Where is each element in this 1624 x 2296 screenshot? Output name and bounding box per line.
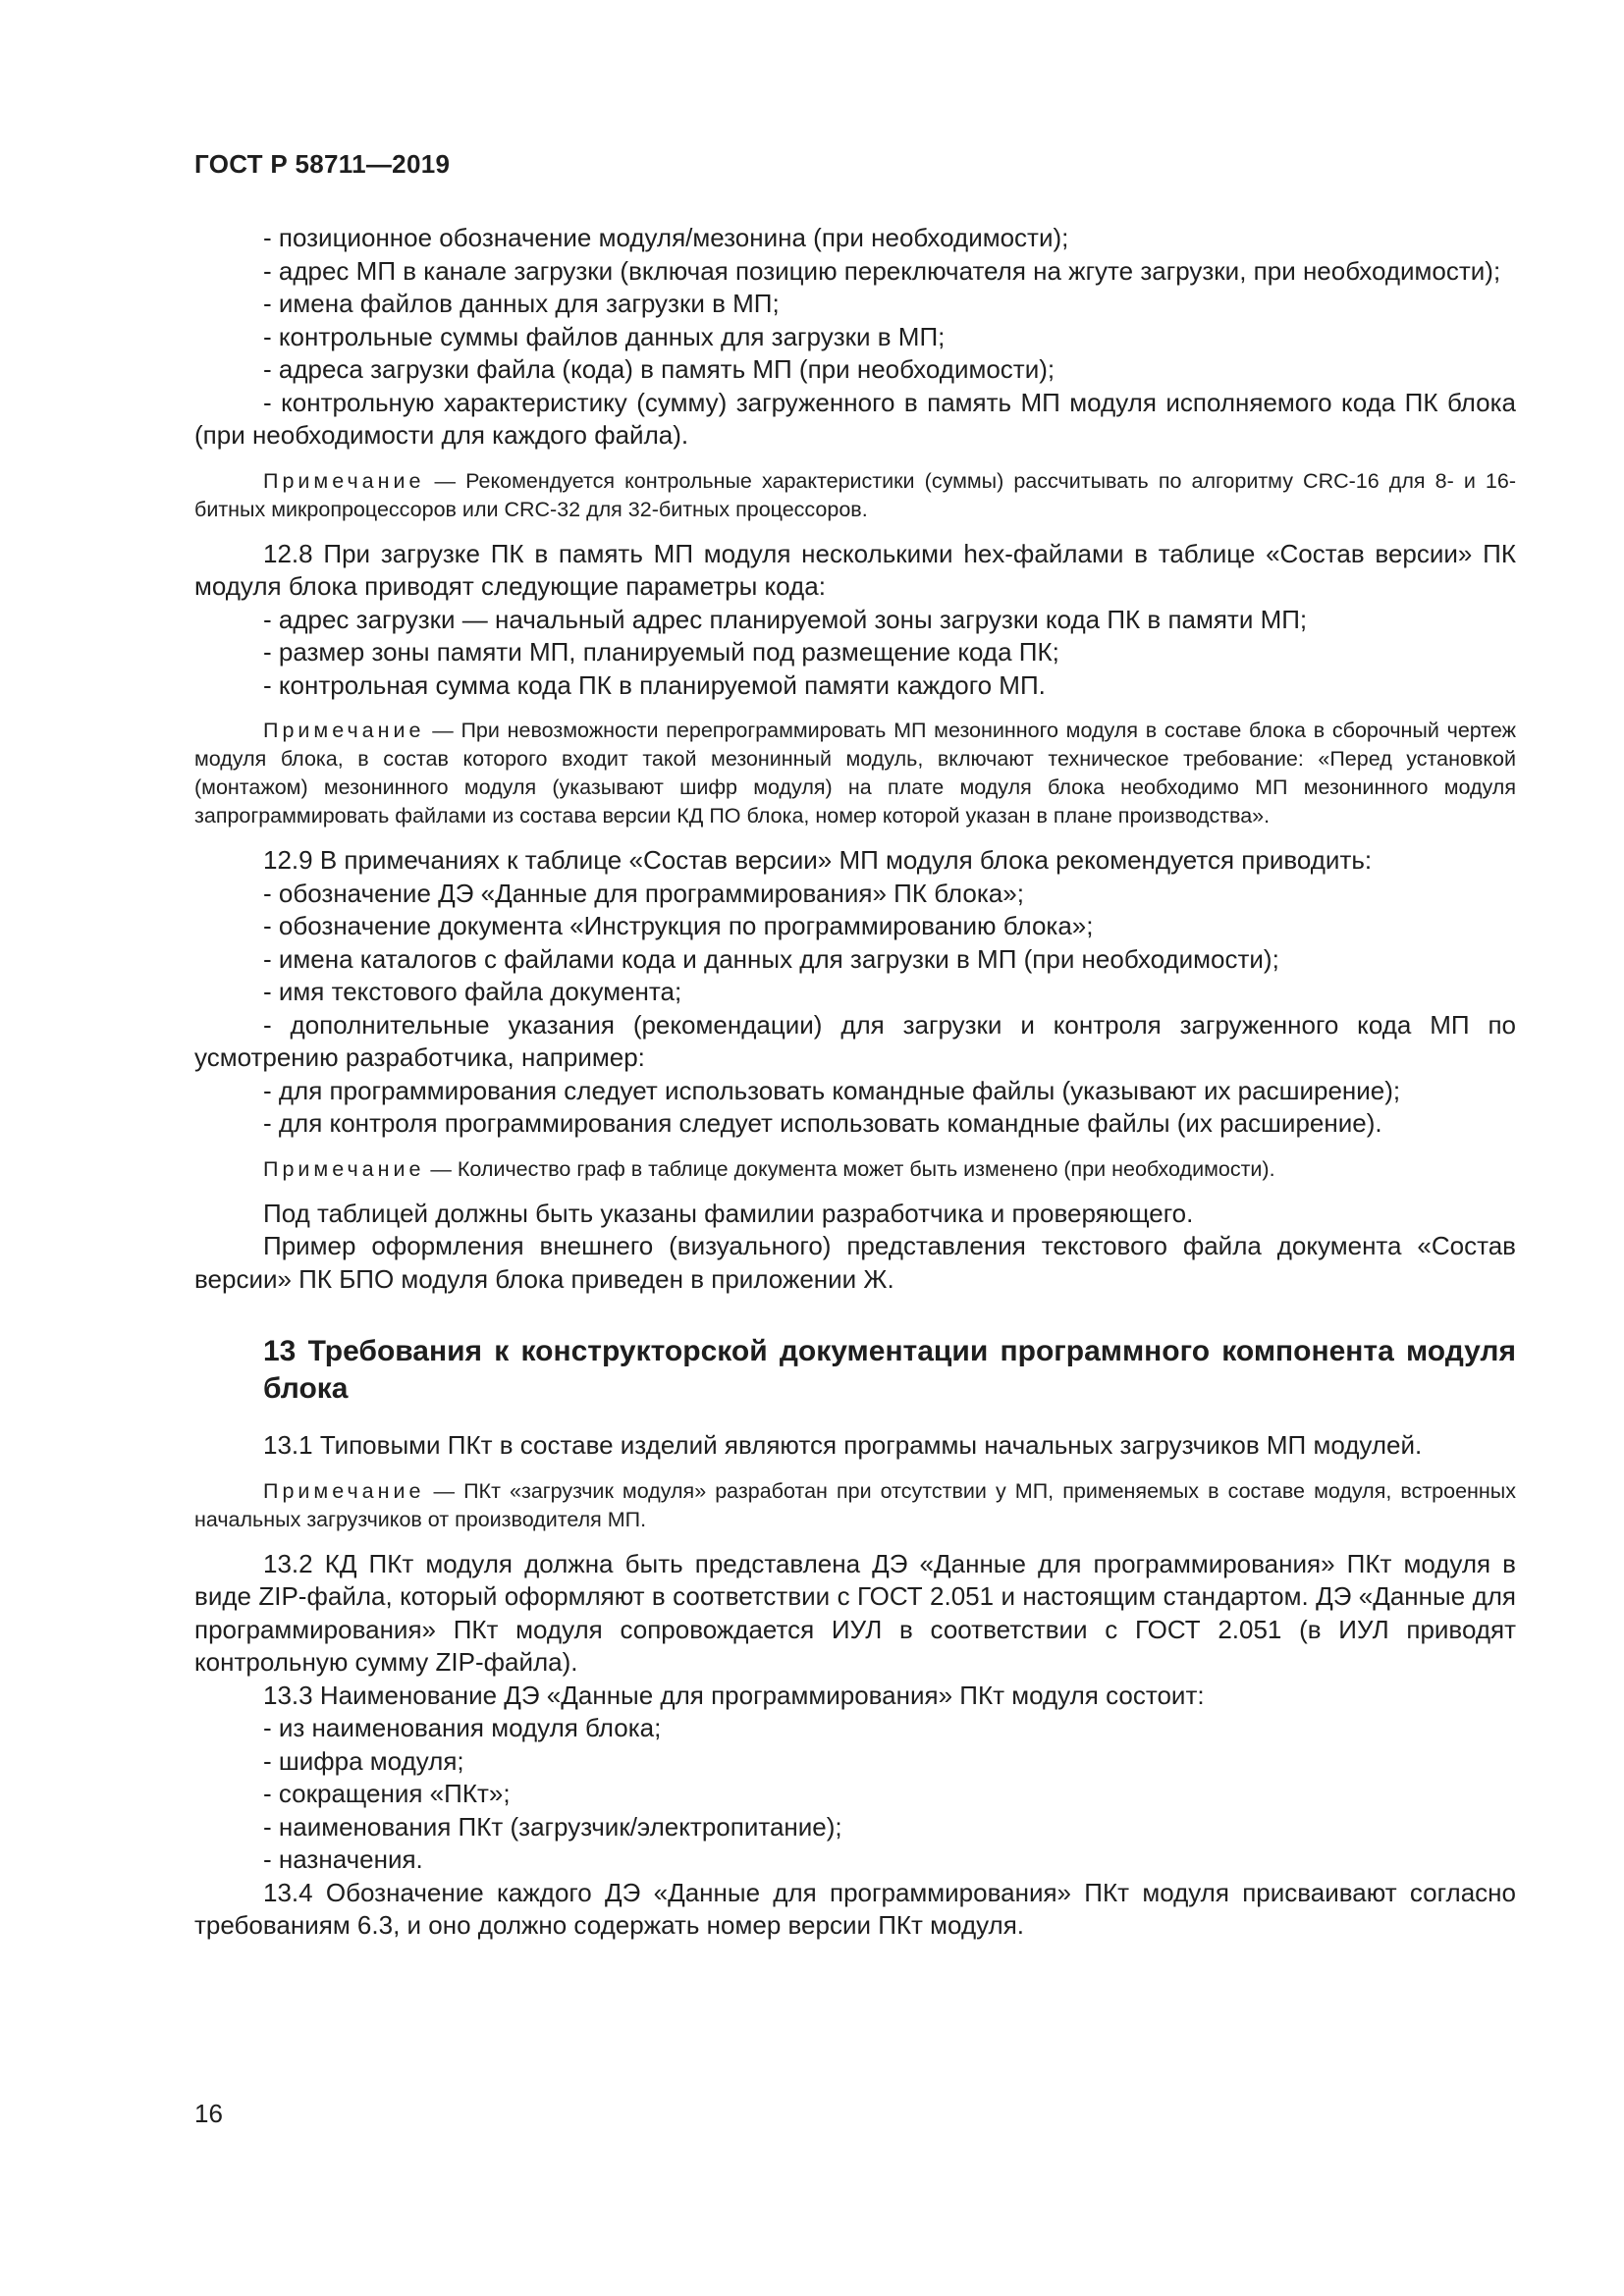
document-header: ГОСТ Р 58711—2019	[194, 149, 451, 179]
list-item: - дополнительные указания (рекомендации) для загрузки и контроля загруженного кода МП по усмотрению разработчика, например:	[194, 1009, 1516, 1072]
list-item: - позиционное обозначение модуля/мезонина (при необходимости);	[263, 223, 1069, 252]
note-label: Примечание	[263, 1156, 425, 1181]
note-text: — ПКт «загрузчик модуля» разработан при отсутствии у МП, применяемых в составе модуля, встроенных начальных загрузчиков от производителя МП.	[194, 1478, 1516, 1531]
list-item: - контрольная сумма кода ПК в планируемой памяти каждого МП.	[263, 669, 1046, 700]
paragraph: 13.2 КД ПКт модуля должна быть представлена ДЭ «Данные для программирования» ПКт модуля в виде ZIP-файла, который оформляют в соответствии с ГОСТ 2.051 и настоящим стандартом. ДЭ «Данные для программирования» ПКт модуля сопровождается ИУЛ в соответствии с ГОСТ 2.051 (в ИУЛ приводят контрольную сумму ZIP-файла).	[194, 1548, 1516, 1677]
list-item: - из наименования модуля блока;	[263, 1713, 662, 1742]
list-item: - размер зоны памяти МП, планируемый под размещение кода ПК;	[263, 637, 1059, 667]
note	[194, 1155, 1516, 1184]
note-text: — Рекомендуется контрольные характеристики (суммы) рассчитывать по алгоритму CRC-16 для 8- и 16-битных микропроцессоров или CRC-32 для 32-битных процессоров.	[194, 468, 1516, 521]
list-item: - для контроля программирования следует использовать командные файлы (их расширение).	[263, 1108, 1382, 1138]
list-item: - имена каталогов с файлами кода и данных для загрузки в МП (при необходимости);	[263, 943, 1279, 974]
list-item: - назначения.	[263, 1844, 423, 1874]
list-item: - контрольную характеристику (сумму) загруженного в память МП модуля исполняемого кода ПК блока (при необходимости для каждого файла).	[194, 387, 1516, 450]
list-item: - обозначение документа «Инструкция по программированию блока»;	[263, 911, 1094, 940]
list-item: - адрес загрузки — начальный адрес планируемой зоны загрузки кода ПК в памяти МП;	[263, 604, 1308, 634]
page-number: 16	[194, 2099, 223, 2128]
paragraph: 13.3 Наименование ДЭ «Данные для программирования» ПКт модуля состоит:	[263, 1680, 1205, 1710]
list-item: - адрес МП в канале загрузки (включая позицию переключателя на жгуте загрузки, при необходимости);	[263, 255, 1501, 286]
paragraph: 12.9 В примечаниях к таблице «Состав версии» МП модуля блока рекомендуется приводить:	[263, 845, 1373, 875]
note-label: Примечание	[263, 1478, 425, 1503]
note	[194, 1477, 1516, 1534]
list-item: - адреса загрузки файла (кода) в память МП (при необходимости);	[263, 354, 1056, 384]
note-label: Примечание	[263, 719, 425, 742]
paragraph: 13.1 Типовыми ПКт в составе изделий являются программы начальных загрузчиков МП модулей.	[263, 1430, 1423, 1460]
paragraph: 13.4 Обозначение каждого ДЭ «Данные для программирования» ПКт модуля присваивают согласно требованиям 6.3, и оно должно содержать номер версии ПКт модуля.	[194, 1877, 1516, 1940]
note-text: — Количество граф в таблице документа может быть изменено (при необходимости).	[424, 1156, 1275, 1181]
note	[194, 467, 1516, 524]
list-item: - контрольные суммы файлов данных для загрузки в МП;	[263, 321, 946, 351]
paragraph: Под таблицей должны быть указаны фамилии разработчика и проверяющего.	[263, 1198, 1194, 1228]
section-heading: 13 Требования к конструкторской документации программного компонента модуля блока	[263, 1335, 1516, 1405]
note-label: Примечание	[263, 468, 425, 493]
list-item: - имя текстового файла документа;	[263, 977, 682, 1006]
paragraph: Пример оформления внешнего (визуального) представления текстового файла документа «Состав версии» ПК БПО модуля блока приведен в приложении Ж.	[194, 1231, 1516, 1294]
list-item: - наименования ПКт (загрузчик/электропитание);	[263, 1811, 842, 1842]
paragraph: 12.8 При загрузке ПК в память МП модуля несколькими hex-файлами в таблице «Состав версии» ПК модуля блока приводят следующие параметры кода:	[194, 538, 1516, 601]
list-item: - шифра модуля;	[263, 1745, 464, 1776]
note-text: — При невозможности перепрограммировать МП мезонинного модуля в составе блока в сборочный чертеж модуля блока, в состав которого входит такой мезонинный модуль, включают техническое требование: «Перед установкой (монтажом) мезонинного модуля (указывают шифр модуля) на плате модуля блока необходимо МП мезонинного модуля запрограммировать файлами из состава версии КД ПО блока, номер которой указан в плане производства».	[194, 719, 1516, 828]
note	[194, 717, 1516, 830]
list-item: - обозначение ДЭ «Данные для программирования» ПК блока»;	[263, 878, 1024, 908]
document-body	[194, 222, 1516, 1943]
list-item: - для программирования следует использовать командные файлы (указывают их расширение);	[263, 1075, 1401, 1105]
list-item: - имена файлов данных для загрузки в МП;	[263, 289, 780, 318]
list-item: - сокращения «ПКт»;	[263, 1779, 511, 1808]
